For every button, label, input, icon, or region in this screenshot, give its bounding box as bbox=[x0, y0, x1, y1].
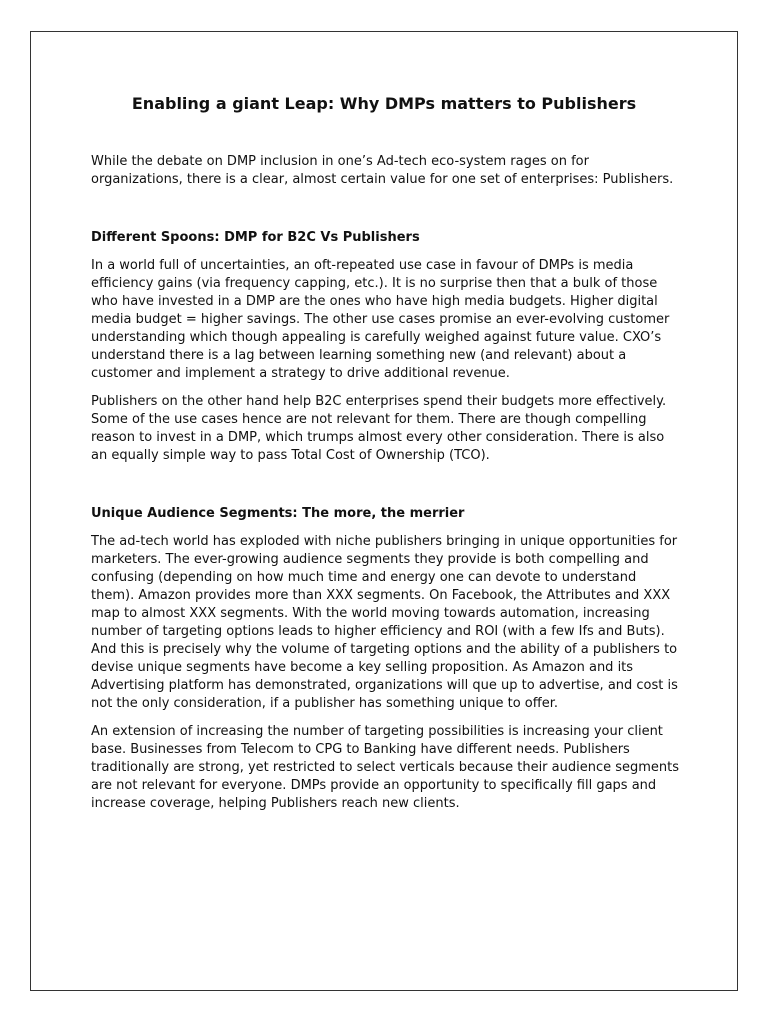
section-paragraph: Publishers on the other hand help B2C enterprises spend their budgets more effectively. Some of the use cases hence are not relevant for them. There are though compelling reason to invest in a DMP, which trumps almost every other consideration. There is also an equally simple way to pass Total Cost of Ownership (TCO). bbox=[91, 394, 667, 463]
section-heading: Different Spoons: DMP for B2C Vs Publishers bbox=[91, 230, 420, 245]
section-paragraph: The ad-tech world has exploded with niche publishers bringing in unique opportunities for marketers. The ever-growing audience segments they provide is both compelling and confusing (depending on how much time and energy one can devote to understand them). Amazon provides more than XXX segments. On Facebook, the Attributes and XXX map to almost XXX segments. With the world moving towards automation, increasing number of targeting options leads to higher efficiency and ROI (with a few Ifs and Buts). And this is precisely why the volume of targeting options and the ability of a publishers to devise unique segments have become a key selling proposition. As Amazon and its Advertising platform has demonstrated, organizations will que up to advertise, and cost is not the only consideration, if a publisher has something unique to offer. bbox=[91, 534, 678, 711]
section-heading: Unique Audience Segments: The more, the merrier bbox=[91, 506, 465, 521]
section-paragraph: In a world full of uncertainties, an oft-repeated use case in favour of DMPs is media efficiency gains (via frequency capping, etc.). It is no surprise then that a bulk of those who have invested in a DMP are the ones who have high media budgets. Higher digital media budget = higher savings. The other use cases promise an ever-evolving customer understanding which though appealing is carefully weighed against future value. CXO’s understand there is a lag between learning something new (and relevant) about a customer and implement a strategy to drive additional revenue. bbox=[91, 258, 670, 381]
document-body bbox=[91, 153, 683, 823]
document-page bbox=[30, 31, 738, 991]
section-paragraph: An extension of increasing the number of targeting possibilities is increasing your client base. Businesses from Telecom to CPG to Banking have different needs. Publishers traditionally are strong, yet restricted to select verticals because their audience segments are not relevant for everyone. DMPs provide an opportunity to specifically fill gaps and increase coverage, helping Publishers reach new clients. bbox=[91, 724, 680, 811]
document-title: Enabling a giant Leap: Why DMPs matters to Publishers bbox=[131, 94, 637, 113]
intro-paragraph: While the debate on DMP inclusion in one’s Ad-tech eco-system rages on for organizations, there is a clear, almost certain value for one set of enterprises: Publishers. bbox=[91, 154, 674, 187]
